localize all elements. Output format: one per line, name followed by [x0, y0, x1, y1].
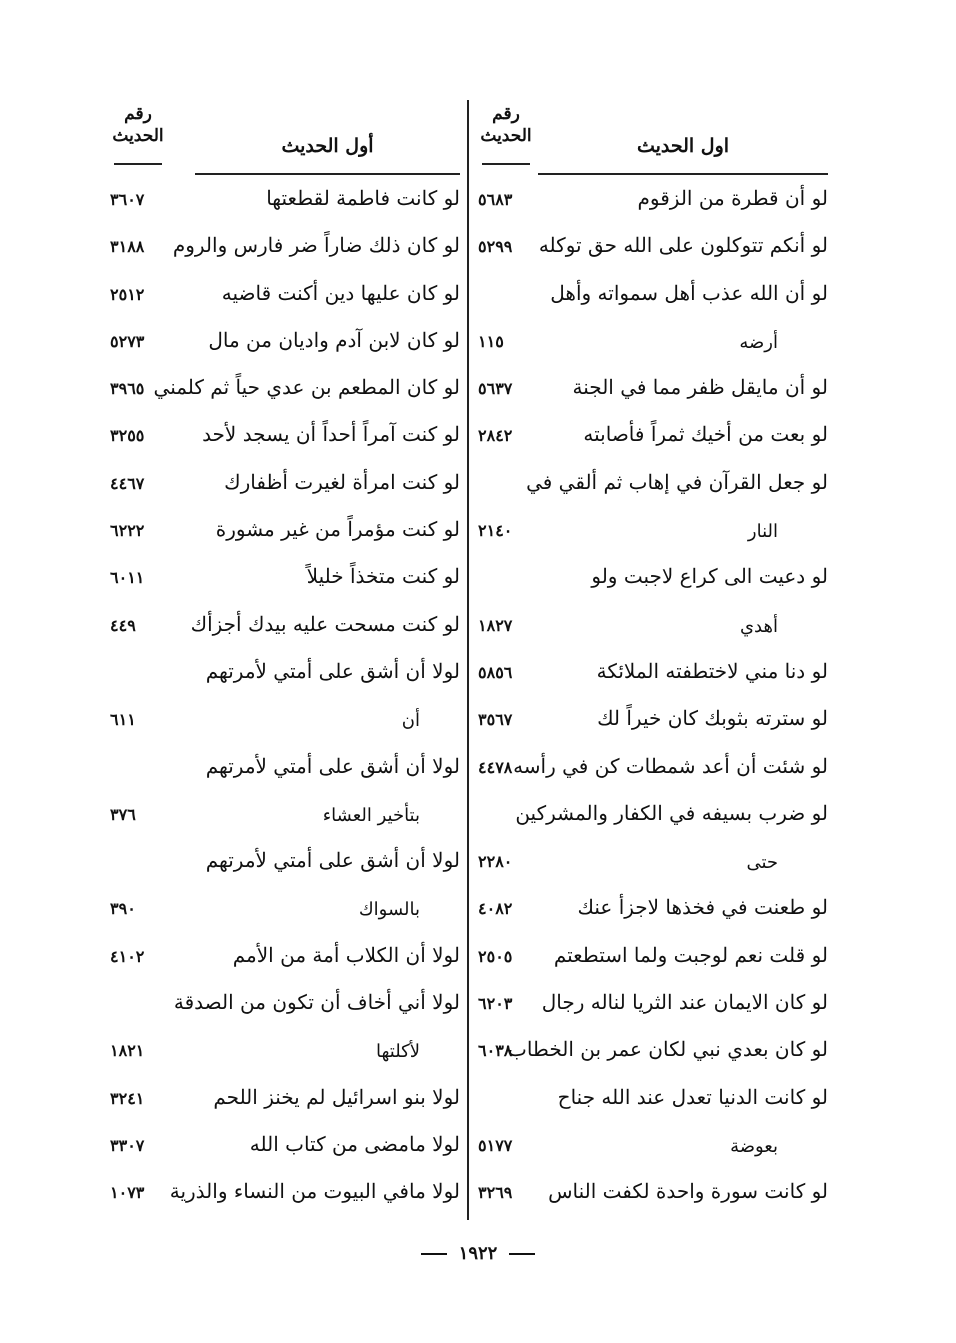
index-entry: [110, 1031, 460, 1078]
hadith-number: ٦٠١١: [110, 568, 145, 588]
right-entries: [478, 180, 828, 1221]
hadith-number: ٣١٨٨: [110, 237, 145, 257]
hadith-opening-text: لو جعل القرآن في إهاب ثم ألقي في: [526, 469, 828, 494]
hadith-continuation-text: بعوضة: [730, 1135, 778, 1157]
hadith-opening-text: لو كنت آمراً أحداً أن يسجد لأحد: [202, 422, 460, 447]
hadith-opening-text: لو دنا مني لاختطفته الملائكة: [596, 658, 828, 683]
index-entry: [478, 1126, 828, 1173]
hadith-opening-text: لو أنكم تتوكلون على الله حق توكله: [538, 233, 828, 258]
index-entry: [478, 653, 828, 700]
hadith-opening-text: لولا أن الكلاب أمة من الأمم: [232, 942, 460, 967]
hadith-continuation-text: بتأخير العشاء: [322, 804, 420, 826]
index-entry: [110, 416, 460, 463]
hadith-opening-text: لو كانت فاطمة لقطعتها: [266, 186, 460, 210]
hadith-opening-text: لولا أن أشق على أمتي لأمرتهم: [205, 753, 460, 778]
hadith-opening-text: لو كنت متخذاً خليلاً: [306, 564, 460, 589]
hadith-number: ٥٢٧٣: [110, 331, 145, 351]
index-entry: [478, 1173, 828, 1220]
hadith-number: ٦١١: [110, 710, 136, 730]
hadith-number: ٥٦٨٣: [478, 190, 513, 209]
hadith-continuation-text: أن: [401, 710, 420, 732]
hadith-opening-text: لو ضرب بسيفه في الكفار والمشركين: [515, 800, 828, 825]
right-column-header: [478, 95, 828, 180]
index-entry: [478, 889, 828, 936]
hadith-opening-text: لو كان الايمان عند الثريا لناله رجال: [541, 990, 828, 1015]
index-entry: [478, 180, 828, 227]
page-number: ١٩٢٢: [458, 1243, 498, 1264]
hadith-number: ٣٩٦٥: [110, 379, 145, 399]
hadith-continuation-text: لأكلتها: [375, 1041, 420, 1063]
hadith-number: ٤٠٨٢: [478, 899, 513, 919]
hadith-number: ٥٨٥٦: [478, 662, 513, 682]
hadith-number: ٣٣٠٧: [110, 1135, 145, 1155]
hadith-opening-text: لو كان لابن آدم واديان من مال: [208, 327, 460, 352]
hadith-number: ٣٢٥٥: [110, 426, 145, 446]
hadith-number: ٤٤٧٨: [478, 757, 513, 777]
hadith-start-heading: اول الحديث: [538, 135, 828, 157]
index-entry: [110, 748, 460, 795]
hadith-continuation-text: النار: [747, 521, 778, 543]
index-entry: [478, 937, 828, 984]
hadith-number: ٥١٧٧: [478, 1135, 513, 1155]
hadith-opening-text: لو كانت سورة واحدة لكفت الناس: [548, 1179, 828, 1204]
hadith-opening-text: لولا أني أخاف أن تكون من الصدقة: [173, 990, 460, 1015]
hadith-number: ٢٨٤٢: [478, 426, 513, 446]
hadith-opening-text: لو كان بعدي نبي لكان عمر بن الخطاب: [508, 1037, 828, 1062]
hadith-number: ٦٢٠٣: [478, 994, 513, 1014]
hadith-opening-text: لو كانت الدنيا تعدل عند الله جناح: [557, 1084, 828, 1109]
hadith-opening-text: لو أن الله عذب أهل سمواته وأهل: [550, 280, 828, 305]
hadith-opening-text: لولا أن أشق على أمتي لأمرتهم: [205, 658, 460, 683]
hadith-opening-text: لولا بنو اسرائيل لم يخنز اللحم: [213, 1084, 460, 1109]
hadith-opening-text: لو أن مايقل ظفر مما في الجنة: [572, 375, 828, 400]
hadith-number: ٣٥٦٧: [478, 710, 513, 730]
index-entry: [478, 700, 828, 747]
hadith-number: ٤٤٦٧: [110, 473, 145, 493]
hadith-number: ٣٢٦٩: [478, 1183, 513, 1203]
index-entry: [110, 1173, 460, 1220]
index-entry: [110, 464, 460, 511]
index-entry: [478, 464, 828, 511]
hadith-number: ٥٢٩٩: [478, 237, 513, 257]
index-entry: [110, 700, 460, 747]
footer-dash: [421, 1253, 447, 1255]
index-entry: [478, 511, 828, 558]
index-entry: [478, 227, 828, 274]
index-entry: [478, 275, 828, 322]
hadith-number: ٢٥١٢: [110, 284, 145, 304]
hadith-number: ٥٦٣٧: [478, 379, 513, 399]
index-entry: [110, 606, 460, 653]
index-entry: [110, 653, 460, 700]
index-entry: [478, 1079, 828, 1126]
hadith-continuation-text: أهدي: [739, 615, 778, 637]
index-entry: [478, 842, 828, 889]
footer-dash: [509, 1253, 535, 1255]
index-entry: [478, 606, 828, 653]
hadith-number: ٣٩٠: [110, 899, 136, 919]
hadith-opening-text: لولا مامضى من كتاب الله: [249, 1131, 460, 1156]
hadith-number-heading: رقم الحديث: [110, 103, 166, 147]
left-column: [110, 95, 460, 1221]
hadith-opening-text: لو بعت من أخيك ثمراً فأصابته: [583, 422, 828, 447]
hadith-opening-text: لو دعيت الى كراع لاجبت ولو: [591, 564, 828, 589]
hadith-opening-text: لولا أن أشق على أمتي لأمرتهم: [205, 848, 460, 873]
index-entry: [478, 322, 828, 369]
left-column-header: [110, 95, 460, 180]
right-column: [478, 95, 828, 1221]
hadith-number: ٣٢٤١: [110, 1088, 145, 1108]
index-entry: [110, 558, 460, 605]
index-entry: [110, 1126, 460, 1173]
hadith-number: ٦٠٣٨: [478, 1041, 513, 1061]
hadith-opening-text: لو سترته بثوبك كان خيراً لك: [597, 706, 828, 731]
hadith-start-heading: أول الحديث: [195, 135, 460, 157]
index-entry: [478, 795, 828, 842]
page-footer: [0, 1243, 956, 1264]
index-entry: [110, 180, 460, 227]
hadith-opening-text: لو شئت أن أعد شمطات كن في رأسه: [513, 753, 828, 778]
index-entry: [478, 558, 828, 605]
index-entry: [110, 369, 460, 416]
left-entries: [110, 180, 460, 1221]
index-entry: [478, 369, 828, 416]
index-entry: [478, 416, 828, 463]
hadith-continuation-text: أرضه: [739, 331, 778, 353]
hadith-opening-text: لولا مافي البيوت من النساء والذرية: [169, 1179, 460, 1204]
hadith-opening-text: لو كان المطعم بن عدي حياً ثم كلمني: [153, 375, 460, 400]
index-entry: [110, 322, 460, 369]
hadith-number: ٤١٠٢: [110, 946, 145, 966]
index-entry: [110, 842, 460, 889]
hadith-opening-text: لو كنت امرأة لغيرت أظفارك: [224, 469, 460, 494]
hadith-number: ٢٥٠٥: [478, 946, 513, 966]
index-entry: [110, 795, 460, 842]
hadith-continuation-text: حتى: [746, 852, 778, 874]
hadith-opening-text: لو كنت مسحت عليه بيدك أجزأك: [190, 611, 460, 636]
hadith-opening-text: لو طعنت في فخذها لاجزأ عنك: [577, 895, 828, 920]
index-entry: [110, 511, 460, 558]
index-entry: [110, 937, 460, 984]
hadith-number: ٣٦٠٧: [110, 190, 145, 209]
hadith-opening-text: لو كنت مؤمراً من غير مشورة: [215, 517, 460, 542]
hadith-number: ١٨٢٧: [478, 615, 513, 635]
index-entry: [110, 275, 460, 322]
index-entry: [478, 1031, 828, 1078]
index-entry: [478, 748, 828, 795]
hadith-number: ٦٢٢٢: [110, 521, 145, 541]
hadith-number: ٤٤٩: [110, 615, 136, 635]
hadith-opening-text: لو قلت نعم لوجبت ولما استطعتم: [553, 942, 828, 967]
hadith-continuation-text: بالسواك: [358, 899, 420, 921]
index-entry: [110, 889, 460, 936]
hadith-opening-text: لو كان ذلك ضاراً ضر فارس والروم: [172, 233, 460, 258]
hadith-number: ٢٢٨٠: [478, 852, 513, 872]
index-entry: [478, 984, 828, 1031]
column-divider: [467, 100, 469, 1220]
hadith-opening-text: لو كان عليها دين أكنت قاضيه: [221, 280, 460, 305]
hadith-number: ٣٧٦: [110, 804, 136, 824]
hadith-number: ١١٥: [478, 331, 504, 351]
hadith-number-heading: رقم الحديث: [478, 103, 534, 147]
hadith-number: ١٠٧٣: [110, 1183, 145, 1203]
hadith-number: ٢١٤٠: [478, 521, 513, 541]
index-entry: [110, 1079, 460, 1126]
hadith-opening-text: لو أن قطرة من الزقوم: [637, 186, 828, 210]
index-entry: [110, 227, 460, 274]
hadith-number: ١٨٢١: [110, 1041, 145, 1061]
index-entry: [110, 984, 460, 1031]
